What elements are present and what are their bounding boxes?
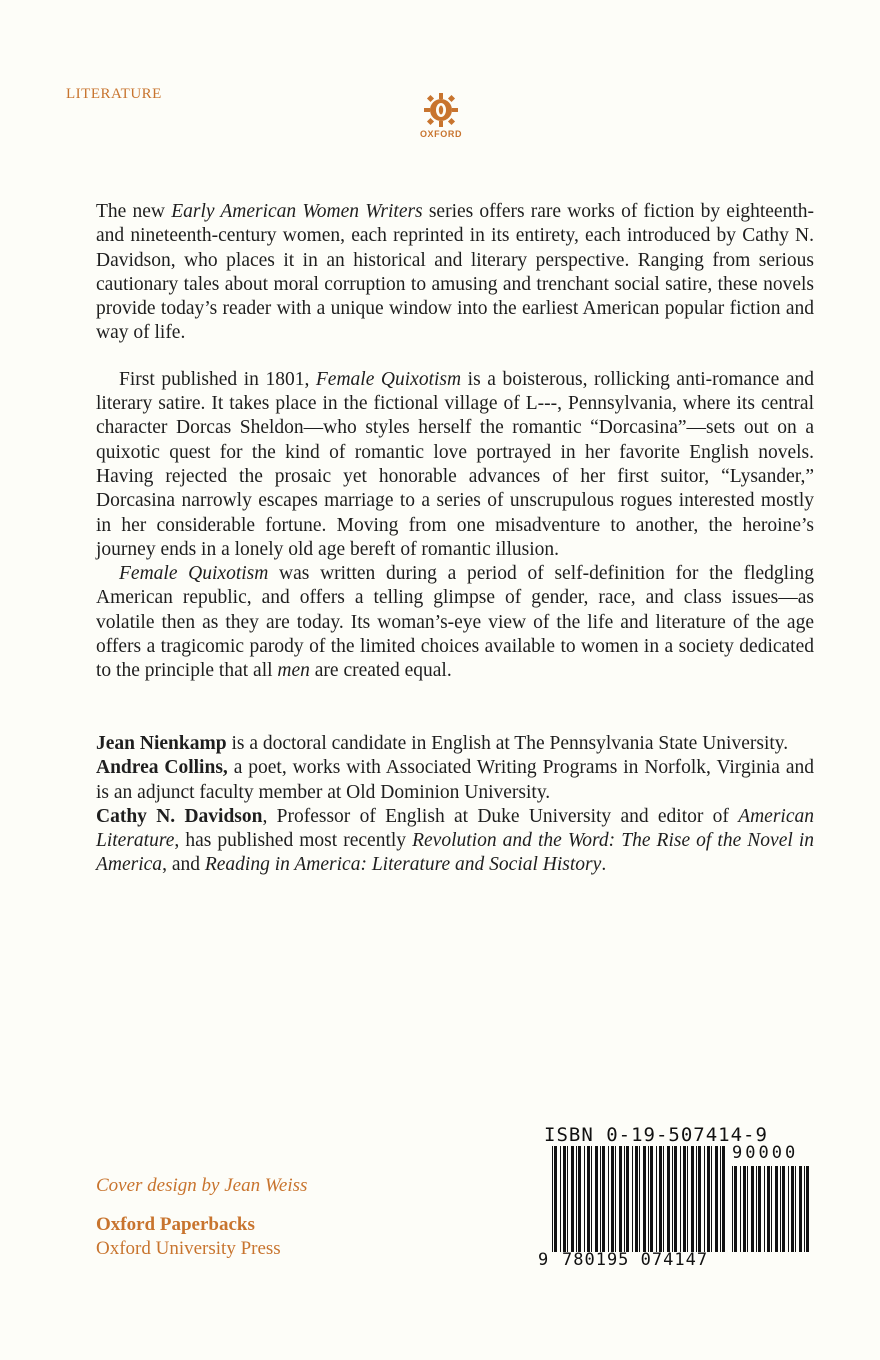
category-label: LITERATURE	[66, 86, 162, 102]
barcode-bar	[715, 1146, 718, 1252]
bold-name: Andrea Collins,	[96, 757, 228, 779]
ean-first-digit: 9	[538, 1250, 549, 1270]
barcode-bar	[720, 1146, 721, 1252]
barcode-bar	[734, 1166, 737, 1252]
cover-design-credit: Cover design by Jean Weiss	[96, 1175, 308, 1196]
italic-text: Female Quixotism	[119, 563, 269, 585]
barcode-bar	[799, 1166, 802, 1252]
barcode-bar	[771, 1166, 772, 1252]
italic-text: Female Quixotism	[315, 368, 462, 390]
barcode-bar	[602, 1146, 605, 1252]
barcode-bar	[707, 1146, 710, 1252]
bio-jean-nienkamp	[96, 732, 814, 756]
ean-digits: 780195 074147	[562, 1250, 709, 1270]
barcode-bar	[782, 1166, 785, 1252]
barcode-bar	[611, 1146, 614, 1252]
barcode-bar	[691, 1146, 694, 1252]
barcode-bar	[635, 1146, 638, 1252]
barcode-bar	[767, 1166, 770, 1252]
description-paragraph-2	[96, 368, 814, 562]
bold-name: Jean Nienkamp	[96, 733, 227, 754]
barcode-bar	[680, 1146, 681, 1252]
bio-andrea-collins	[96, 756, 814, 805]
barcode-bar	[780, 1166, 781, 1252]
barcode-bar	[624, 1146, 625, 1252]
series-name: Oxford Paperbacks	[96, 1214, 255, 1235]
text-run: , and	[162, 854, 205, 876]
bold-name: Cathy N. Davidson	[96, 805, 263, 827]
oxford-logo	[413, 92, 469, 139]
barcode-bar	[751, 1166, 754, 1252]
barcode-bar	[672, 1146, 673, 1252]
text-run: is a boisterous, rollicking anti-romance and literary satire. It takes place in the fictional village of L---, Pennsylvania, where its central character Dorcas Sheldon—who styles herself the romantic “Dorcasina”—sets out on a quixotic quest for the kind of romantic love portrayed in her favorite English novels. Having rejected the prosaic yet honorable advances of her first suitor, “Lysander,” Dorcasina narrowly escapes marriage to a series of unscrupulous rogues interested mostly in her considerable fortune. Moving from one misadventure to another, the heroine’s journey ends in a lonely old age bereft of romantic illusion.	[96, 368, 814, 560]
ean-barcode-bars	[552, 1146, 730, 1252]
barcode-bar	[626, 1146, 629, 1252]
credits	[96, 1175, 307, 1261]
barcode-bar	[632, 1146, 633, 1252]
text-run: The new	[96, 201, 172, 222]
italic-text: American Literature	[96, 805, 814, 852]
italic-text: Revolution and the Word: The Rise of the Novel in America	[96, 830, 814, 876]
barcode-bar	[552, 1146, 553, 1252]
text-run: .	[601, 854, 607, 876]
barcode-bar	[600, 1146, 601, 1252]
text-run: a poet, works with Associated Writing Programs in Norfolk, Virginia and is an adjunct faculty member at Old Dominion University.	[96, 757, 815, 803]
logo-wordmark: OXFORD	[419, 129, 463, 139]
text-run: , has published most recently	[174, 830, 413, 852]
barcode-bar	[806, 1166, 809, 1252]
description	[96, 200, 814, 684]
text-run: are created equal.	[309, 660, 452, 682]
addon-digits: 90000	[732, 1143, 799, 1163]
barcode-bar	[764, 1166, 765, 1252]
barcode-bar	[788, 1166, 789, 1252]
barcode-bar	[663, 1146, 664, 1252]
barcode-bar	[608, 1146, 609, 1252]
barcode-bar	[578, 1146, 581, 1252]
barcode-bar	[563, 1146, 566, 1252]
barcode-bar	[656, 1146, 657, 1252]
barcode-bar	[698, 1146, 701, 1252]
oxford-emblem-icon	[424, 92, 458, 128]
italic-text: Early American Women Writers	[171, 201, 423, 222]
publisher-name: Oxford University Press	[96, 1238, 281, 1259]
barcode-bar	[554, 1146, 557, 1252]
barcode-bar	[743, 1166, 746, 1252]
barcode-bar	[639, 1146, 640, 1252]
barcode-bar	[571, 1146, 574, 1252]
barcode-bar	[643, 1146, 646, 1252]
contributor-bios	[96, 732, 814, 878]
barcode-bar	[587, 1146, 590, 1252]
barcode-bar	[648, 1146, 649, 1252]
text-run: First published in 1801,	[119, 368, 316, 390]
barcode-bar	[560, 1146, 561, 1252]
isbn-label: ISBN 0-19-507414-9	[544, 1124, 768, 1146]
text-run: series offers rare works of fiction by eighteenth- and nineteenth-century women, each reprinted in its entirety, each introduced by Cathy N. Davidson, who places it in an historical and literary perspective. Ranging from serious cautionary tales about moral corruption to amusing and trenchant social satire, these novels provide today’s reader with a unique window into the earliest American popular fiction and way of life.	[96, 201, 814, 344]
bio-cathy-davidson	[96, 805, 814, 878]
description-paragraph-3	[96, 562, 814, 683]
barcode-bar	[732, 1166, 733, 1252]
description-paragraph-1	[96, 200, 814, 346]
italic-text: Reading in America: Literature and Social History	[204, 854, 602, 876]
text-run: was written during a period of self-definition for the fledgling American republic, and offers a telling glimpse of gender, race, and class issues—as volatile then as they are today. Its woman’s-eye view of the life and literature of the age offers a tragicomic parody of the limited choices available to women in a society dedicated to the principle that all	[96, 563, 814, 682]
barcode-bar	[687, 1146, 688, 1252]
barcode-bar	[740, 1166, 741, 1252]
text-run: is a doctoral candidate in English at The Pennsylvania State University.	[226, 733, 789, 754]
barcode-bar	[804, 1166, 805, 1252]
barcode-bar	[795, 1166, 796, 1252]
barcode-bar	[696, 1146, 697, 1252]
barcode-bar	[756, 1166, 757, 1252]
barcode-bar	[791, 1166, 794, 1252]
barcode-bar	[674, 1146, 677, 1252]
barcode	[532, 1143, 818, 1276]
barcode-bar	[659, 1146, 662, 1252]
barcode-bar	[704, 1146, 705, 1252]
barcode-bar	[567, 1146, 568, 1252]
barcode-bar	[619, 1146, 622, 1252]
italic-text: men	[277, 660, 310, 682]
barcode-bar	[758, 1166, 761, 1252]
barcode-bar	[595, 1146, 598, 1252]
barcode-bar	[615, 1146, 616, 1252]
barcode-bar	[722, 1146, 725, 1252]
addon-barcode-bars	[732, 1166, 814, 1252]
barcode-bar	[667, 1146, 670, 1252]
barcode-bar	[775, 1166, 778, 1252]
barcode-bar	[591, 1146, 592, 1252]
barcode-bar	[747, 1166, 748, 1252]
text-run: , Professor of English at Duke University and editor of	[262, 805, 739, 827]
barcode-bar	[711, 1146, 712, 1252]
barcode-bar	[650, 1146, 653, 1252]
barcode-bar	[683, 1146, 686, 1252]
barcode-bar	[576, 1146, 577, 1252]
barcode-bar	[584, 1146, 585, 1252]
